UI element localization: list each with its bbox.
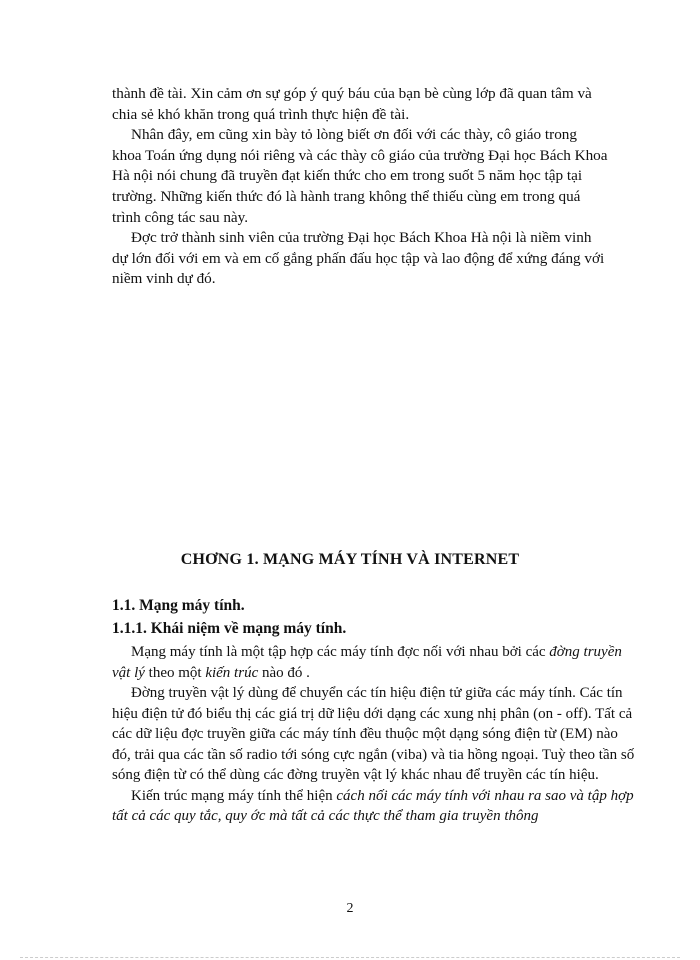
line: trình công tác sau này. — [112, 208, 249, 226]
text: nào đó . — [258, 664, 310, 681]
text: Kiến trúc mạng máy tính thể hiện — [131, 787, 337, 804]
chapter-title: CHƠNG 1. MẠNG MÁY TÍNH VÀ INTERNET — [180, 551, 520, 568]
paragraph-2 — [112, 125, 640, 228]
line: khoa Toán ứng dụng nói riêng và các thày cô giáo của trường Đại học Bách Khoa — [112, 146, 608, 164]
line: thành đề tài. Xin cảm ơn sự góp ý quý báu của bạn bè cùng lớp đã quan tâm và — [112, 85, 592, 102]
text: Mạng máy tính là một tập hợp các máy tính đợc nối với nhau bởi các — [131, 644, 550, 660]
body-text — [112, 642, 640, 827]
emphasis: đờng truyền vật lý — [112, 644, 622, 681]
acknowledgement-block — [112, 84, 640, 290]
page-bottom-divider — [20, 957, 680, 958]
body-paragraph-2: Đờng truyền vật lý dùng để chuyển các tín hiệu điện tử giữa các máy tính. Các tín hiệu điện tử đó biểu thị các giá trị dữ liệu dới dạng các xung nhị phân (on - off). Tất cả các dữ liệu đợc truyền giữa các máy tính đều thuộc một dạng sóng điện từ (EM) nào đó, trải qua các tần số radio tới sóng cực ngắn (viba) và tia hồng ngoại. Tuỳ theo tần số sóng điện từ có thể dùng các đờng truyền vật lý khác nhau để truyền các tín hiệu. — [112, 685, 635, 783]
paragraph-3 — [112, 228, 640, 290]
body-paragraph-3 — [112, 786, 640, 827]
line: Hà nội nói chung đã truyền đạt kiến thức cho em trong suốt 5 năm học tập tại — [112, 167, 583, 185]
line: niềm vinh dự đó. — [112, 270, 216, 288]
emphasis: cách nối các máy tính với nhau ra sao và tập hợp tất cả các quy tắc, quy ớc mà tất cả các thực thể tham gia truyền thông — [112, 787, 634, 824]
subsection-title: 1.1.1. Khái niệm về mạng máy tính. — [112, 620, 347, 637]
body-paragraph-1 — [112, 642, 640, 683]
line: Nhân đây, em cũng xin bày tỏ lòng biết ơn đối với các thày, cô giáo trong — [131, 126, 577, 144]
line: trường. Những kiến thức đó là hành trang không thể thiếu cùng em trong quá — [112, 187, 581, 205]
section-title: 1.1. Mạng máy tính. — [112, 597, 245, 614]
page-number: 2 — [346, 901, 354, 916]
text: theo một — [144, 664, 206, 681]
line: chia sẻ khó khăn trong quá trình thực hiện đề tài. — [112, 105, 410, 123]
emphasis: kiến trúc — [205, 664, 259, 681]
paragraph-1 — [112, 84, 640, 125]
line: Đợc trở thành sinh viên của trường Đại học Bách Khoa Hà nội là niềm vinh — [131, 229, 592, 247]
line: dự lớn đối với em và em cố gắng phấn đấu học tập và lao động để xứng đáng với — [112, 249, 605, 267]
